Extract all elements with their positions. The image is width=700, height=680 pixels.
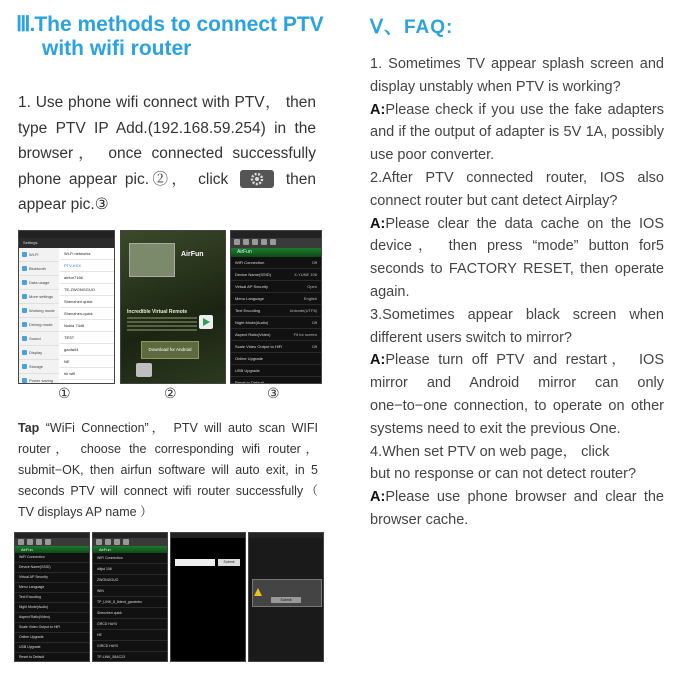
faq-heading: Ⅴ、FAQ: — [370, 17, 454, 38]
gear-icon — [240, 170, 274, 188]
faq-question-3: 3.Sometimes appear black screen when different users switch to mirror? — [370, 306, 664, 346]
faq-question-4b: but no response or can not detect router? — [370, 466, 637, 483]
heading-number: Ⅲ. — [16, 13, 35, 36]
product-photo — [129, 243, 175, 277]
faq-answer-4: A:Please use phone browser and clear the browser cache. — [370, 489, 664, 528]
faq-answer-3: A:Please turn off PTV and restart， IOS mirror and Android mirror can only one−to−one connection, to operate on other systems need to exit the previous One. — [370, 352, 664, 437]
download-button: Download for Android — [141, 341, 199, 359]
para1-text-end: then appear pic.③ — [18, 170, 316, 213]
airfun-logo: AirFun — [181, 251, 204, 258]
tap-instruction-paragraph — [18, 418, 318, 523]
heading-line2: with wifi router — [42, 37, 192, 60]
screenshot-airfun-settings: AirFun WiFi Connection Off Device Name(SSID) X-YUNE 106 Virtual AP Security Open Menu Language English Text Encoding Unicode(UTF8) Night Mode(Audio) Off Aspect Ratio(Video) Fit for screen Scale Video Output to HiFi Off Online Upgrade USB Upgrade Reset to Default — [230, 230, 322, 384]
tap-text: “WiFi Connection”， PTV will auto scan WIFI router， choose the corresponding wifi router， submit−OK, then airfun software will auto exit, in 5 seconds PTV will connect wifi router successfully（ TV displays AP name ） — [18, 421, 319, 519]
tap-label: Tap — [18, 421, 40, 435]
faq-question-2: 2.After PTV connected router, IOS also connect router but cant detect Airplay? — [370, 169, 664, 209]
banner-title: Incredible Virtual Remote — [127, 309, 188, 315]
heading-line1: The methods to connect PTV — [34, 13, 324, 36]
faq-answer-2: A:Please clear the data cache on the IOS device， then press “mode” button for5 seconds to FACTORY RESET, then operate again. — [370, 215, 664, 300]
marker-2: ② — [164, 385, 177, 401]
instruction-paragraph-1 — [18, 90, 316, 218]
faq-question-4a: 4.When set PTV on web page， click — [370, 443, 610, 460]
faq-list — [370, 53, 664, 532]
settings-sidebar: Wi-Fi Bluetooth Data usage More settings Working mode Driving mode Sound Display Storage Power saving — [19, 248, 59, 383]
dialog-submit-button: Submit — [271, 597, 301, 603]
screenshot-bottom-dialog — [248, 532, 324, 662]
screenshot-airfun-webpage — [120, 230, 226, 384]
faq-answer-1: A:Please check if you use the fake adapters and if the output of adapter is 5V 1A, possibly use poor converter. — [370, 101, 664, 164]
settings-gear-icon — [136, 363, 152, 377]
screenshot-bottom-password — [170, 532, 246, 662]
screenshot-bottom-settings: AirFun WiFi Connection Device Name(SSID) Virtual AP Security Menu Language Text Encoding Night Mode(Audio) Aspect Ratio(Video) Scale Video Output to HiFi Online Upgrade USB Upgrade Reset to Default — [14, 532, 90, 662]
submit-button: Submit — [218, 559, 240, 566]
warning-icon — [254, 583, 262, 591]
section-heading-connect-ptv — [16, 13, 346, 61]
screenshot-android-wifi-settings: Settings Wi-Fi Bluetooth Data usage More settings Working mode Driving mode Sound Display Storage Power saving Wi-Fi networks PTV-XXX airfun7166 TE-ZWONGGUO Shenzhen quick Shenzhen-quick Nokia 7446 TEST gaofa04 NE hk wifi — [18, 230, 115, 384]
para1-text: 1. Use phone wifi connect with PTV， then type PTV IP Add.(192.168.59.254) in the browser， once connected successfully phone appear pic.②， click — [18, 94, 316, 188]
play-store-icon — [199, 315, 213, 329]
faq-question-1: 1. Sometimes TV appear splash screen and display unstably when PTV is working? — [370, 56, 664, 95]
screenshot-bottom-wifi-list: AirFun WiFi Connection dlkjst 106 ZWONGGUO WIN TP_LINK_8_6dent_gaoxinbo Shenzhen quick GRCD HAY0 HE GIRCD HAY0 TP-LINK_55AC23 — [92, 532, 168, 662]
marker-3: ③ — [267, 385, 280, 401]
marker-1: ① — [58, 385, 71, 401]
